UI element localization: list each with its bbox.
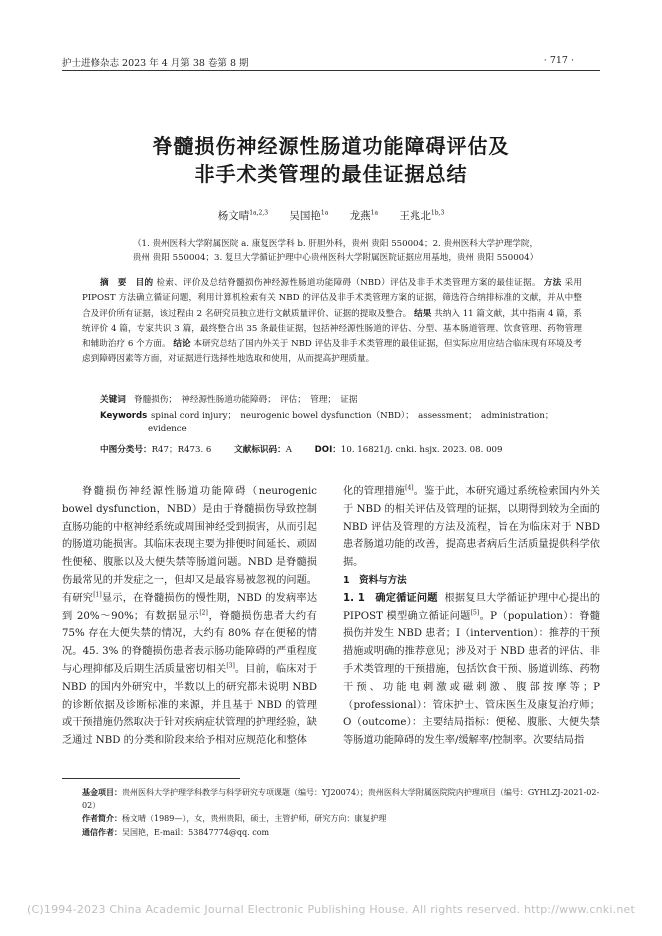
author-bio-note: 作者简介：杨文晴（1989—），女，贵州贵阳，硕士，主管护师，研究方向：康复护理 (82, 814, 387, 824)
citation: [3] (226, 662, 235, 670)
doi-label: DOI： (314, 445, 341, 455)
keywords-en-items: spinal cord injury； neurogenic bowel dysfunction（NBD）； assessment； administration； (150, 411, 554, 421)
method-label: 方法 (543, 278, 562, 288)
conclusion-label: 结论 (173, 339, 191, 350)
citation: [5] (470, 609, 480, 617)
classification-line (100, 443, 502, 455)
doc-code-label: 文献标识码： (234, 445, 286, 455)
result-text: 共纳入 11 篇文献，其中指南 4 篇，系统评价 4 篇，专家共识 3 篇，最终整合出 35 条最佳证据，包括神经源性肠道的评估、分型、基本肠道管理、饮食管理、药物管理和辅助治疗 6 个方面。 (82, 308, 582, 350)
section-heading: 1 资料与方法 (343, 574, 407, 586)
keywords-cn (100, 393, 580, 408)
subsection-paragraph: 1. 1 确定循证问题 根据复旦大学循证护理中心提出的 PIPOST 模型确立循证问题[5]。P（population）：脊髓损伤并发生 NBD 患者；I（intervention）：推荐的干预措施或明确的推荐意见；涉及对于 NBD 患者的评估、非手术类管理的干预措施，包括饮食干预、肠道训练、药物干预、功能电刺激或磁刺激、腹部按摩等；P（professional）：管床护士、管床医生及康复治疗师；O（outcome）：主要结局指标：便秘、腹胀、大便失禁等肠道功能障碍的发生率/缓解率/控制率。次要结局指 (343, 592, 601, 747)
citation: [4] (405, 484, 414, 492)
corresponding-author-note: 通信作者：吴国艳，E-mail：53847774@qq. com (82, 827, 270, 837)
author-name: 王兆北$^{1b,3}$ (399, 209, 445, 222)
result-label: 结果 (414, 308, 432, 319)
affiliations (108, 238, 563, 265)
footnote-divider (62, 778, 240, 779)
copyright-watermark: (C)1994-2023 China Academic Journal Electronic Publishing House. All rights reserved. http://www.cnki.net (27, 903, 635, 916)
footnotes (82, 786, 602, 839)
keywords-en-continuation: evidence (148, 424, 187, 434)
clc-value: R47；R473. 6 (151, 445, 212, 455)
intro-continuation: 化的管理措施[4]。鉴于此，本研究通过系统检索国内外关于 NBD 的相关评估及管理的证据，以期得到较为全面的 NBD 评估及管理的方法及流程，旨在为临床对于 NBD 患者肠道功能的改善，提高患者病后生活质量提供科学依据。 (343, 484, 600, 569)
page-number: · 717 · (543, 55, 574, 66)
body-column-right (343, 483, 600, 750)
method-text: 采用 PIPOST 方法确立循证问题，利用计算机检索有关 NBD 的评估及非手术类管理方案的证据，筛选符合纳排标准的文献，并从中整合及评价所有证据，该过程由 2 名研究员独立进行文献质量评价、证据的提取及整合。 (82, 278, 582, 319)
objective-text: 检索、评价及总结脊髓损伤神经源性肠道功能障碍（NBD）评估及非手术类管理方案的最佳证据。 (156, 278, 541, 288)
keywords-en-label: Keywords (100, 411, 148, 421)
subsection-heading: 1. 1 确定循证问题 (343, 592, 438, 604)
abstract-label: 摘 要 (100, 278, 127, 288)
affiliation-line-1: （1. 贵州医科大学附属医院 a. 康复医学科 b. 肝胆外科，贵州 贵阳 550004；2. 贵州医科大学护理学院， (132, 239, 539, 249)
article-title-line-1: 脊髓损伤神经源性肠道功能障碍评估及 (152, 134, 510, 158)
conclusion-text: 本研究总结了国内外关于 NBD 评估及非手术类管理的最佳证据，但实际应用应结合临床现有环境及考虑到障碍因素等方面，对证据进行选择性地选取和使用，从而提高护理质量。 (82, 339, 582, 365)
clc-label: 中图分类号： (100, 445, 152, 455)
objective-label: 目的 (135, 278, 154, 288)
header-divider (62, 70, 600, 71)
author-list (0, 208, 662, 223)
keywords-en (100, 409, 580, 424)
body-column-left (62, 483, 317, 750)
article-title-line-2: 非手术类管理的最佳证据总结 (194, 162, 468, 186)
author-name: 杨文晴$^{1a,2,3}$ (217, 209, 269, 222)
doi-value: 10. 16821/j. cnki. hsjx. 2023. 08. 009 (340, 445, 503, 455)
author-name: 吴国艳$^{1a}$ (289, 209, 329, 222)
funding-note: 基金项目：贵州医科大学护理学科教学与科学研究专项课题（编号：YJ20074）；贵州医科大学附属医院院内护理项目（编号：GYHLZJ-2021-02-02） (82, 788, 600, 811)
author-name: 龙燕$^{1a}$ (349, 209, 379, 222)
abstract (82, 276, 582, 368)
keywords-items: 脊髓损伤； 神经源性肠道功能障碍； 评估； 管理； 证据 (134, 395, 358, 405)
citation: [2] (199, 609, 208, 617)
citation: [1] (93, 591, 102, 599)
running-header-journal: 护士进修杂志 2023 年 4 月第 38 卷第 8 期 (62, 58, 249, 69)
intro-paragraph: 脊髓损伤神经源性肠道功能障碍（neurogenic bowel dysfunction，NBD）是由于脊髓损伤导致控制直肠功能的中枢神经系统或周围神经受到损害，从而引起的肠道功能损害。其临床表现主要为排便时间延长、顽固性便秘、腹胀以及大便失禁等肠道问题。NBD 是脊髓损伤最常见的并发症之一，但却又是最容易被忽视的问题。有研究[1]显示，在脊髓损伤的慢性期，NBD 的发病率达到 20%～90%；有数据显示[2]，脊髓损伤患者大约有 75% 存在大便失禁的情况，大约有 80% 存在便秘的情况。45. 3% 的脊髓损伤患者表示肠功能障碍的严重程度与心理抑郁及后期生活质量密切相关[3]。目前，临床对于 NBD 的国内外研究中，半数以上的研究都未说明 NBD 的诊断依据及诊断标准的来源，并且基于 NBD 的管理或干预措施仍然取决于针对疾病症状管理的护理经验，缺乏通过 NBD 的分类和阶段来给予相对应规范化和整体 (62, 486, 318, 747)
keywords-label: 关键词 (100, 395, 126, 405)
doc-code-value: A (285, 445, 292, 455)
affiliation-line-2: 贵州 贵阳 550004；3. 复旦大学循证护理中心贵州医科大学附属医院证据应用基地，贵州 贵阳 550004） (132, 252, 539, 263)
